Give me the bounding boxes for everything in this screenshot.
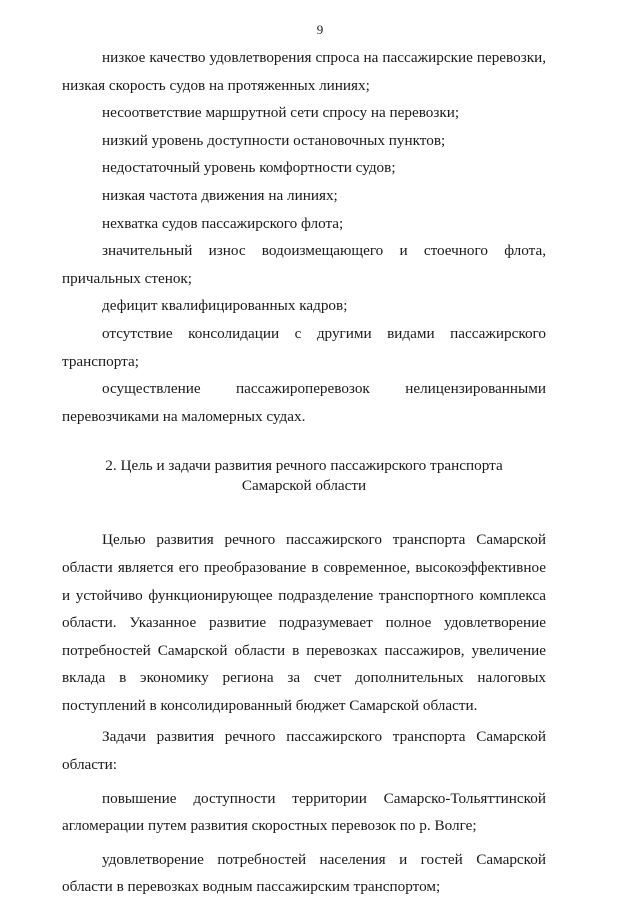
list-item: несоответствие маршрутной сети спросу на перевозки; bbox=[102, 104, 460, 122]
tasks-intro: Задачи развития речного пассажирского транспорта Самарской области: bbox=[62, 728, 546, 774]
section-heading bbox=[62, 456, 546, 496]
list-item: значительный износ водоизмещающего и стоечного флота, причальных стенок; bbox=[62, 242, 546, 287]
section-heading-line1: 2. Цель и задачи развития речного пассажирского транспорта bbox=[105, 457, 503, 475]
list-item: нехватка судов пассажирского флота; bbox=[102, 214, 344, 232]
page-number: 9 bbox=[316, 22, 324, 37]
list-item: низкий уровень доступности остановочных пунктов; bbox=[102, 131, 446, 149]
list-item: недостаточный уровень комфортности судов; bbox=[102, 159, 396, 177]
list-item: отсутствие консолидации с другими видами пассажирского транспорта; bbox=[62, 324, 546, 370]
list-item: осуществление пассажироперевозок нелицензированными перевозчиками на маломерных судах. bbox=[62, 380, 546, 425]
task-item: повышение доступности территории Самарско-Тольяттинской агломерации путем развития скоростных перевозок по р. Волге; bbox=[62, 789, 546, 835]
goal-paragraph: Целью развития речного пассажирского транспорта Самарской области является его преобразование в современное, высокоэффективное и устойчиво функционирующее подразделение транспортного комплекса области. Указанное развитие подразумевает полное удовлетворение потребностей Самарской области в перевозках пассажиров, увеличение вклада в экономику региона за счет дополнительных налоговых поступлений в консолидированный бюджет Самарской области. bbox=[62, 531, 546, 714]
task-item: удовлетворение потребностей населения и гостей Самарской области в перевозках водным пассажирским транспортом; bbox=[62, 850, 546, 896]
document-body bbox=[62, 44, 546, 901]
list-item: низкое качество удовлетворения спроса на пассажирские перевозки, низкая скорость судов на протяженных линиях; bbox=[62, 49, 546, 94]
list-item: низкая частота движения на линиях; bbox=[102, 186, 338, 204]
section-heading-line2: Самарской области bbox=[241, 477, 367, 495]
list-item: дефицит квалифицированных кадров; bbox=[102, 297, 348, 315]
